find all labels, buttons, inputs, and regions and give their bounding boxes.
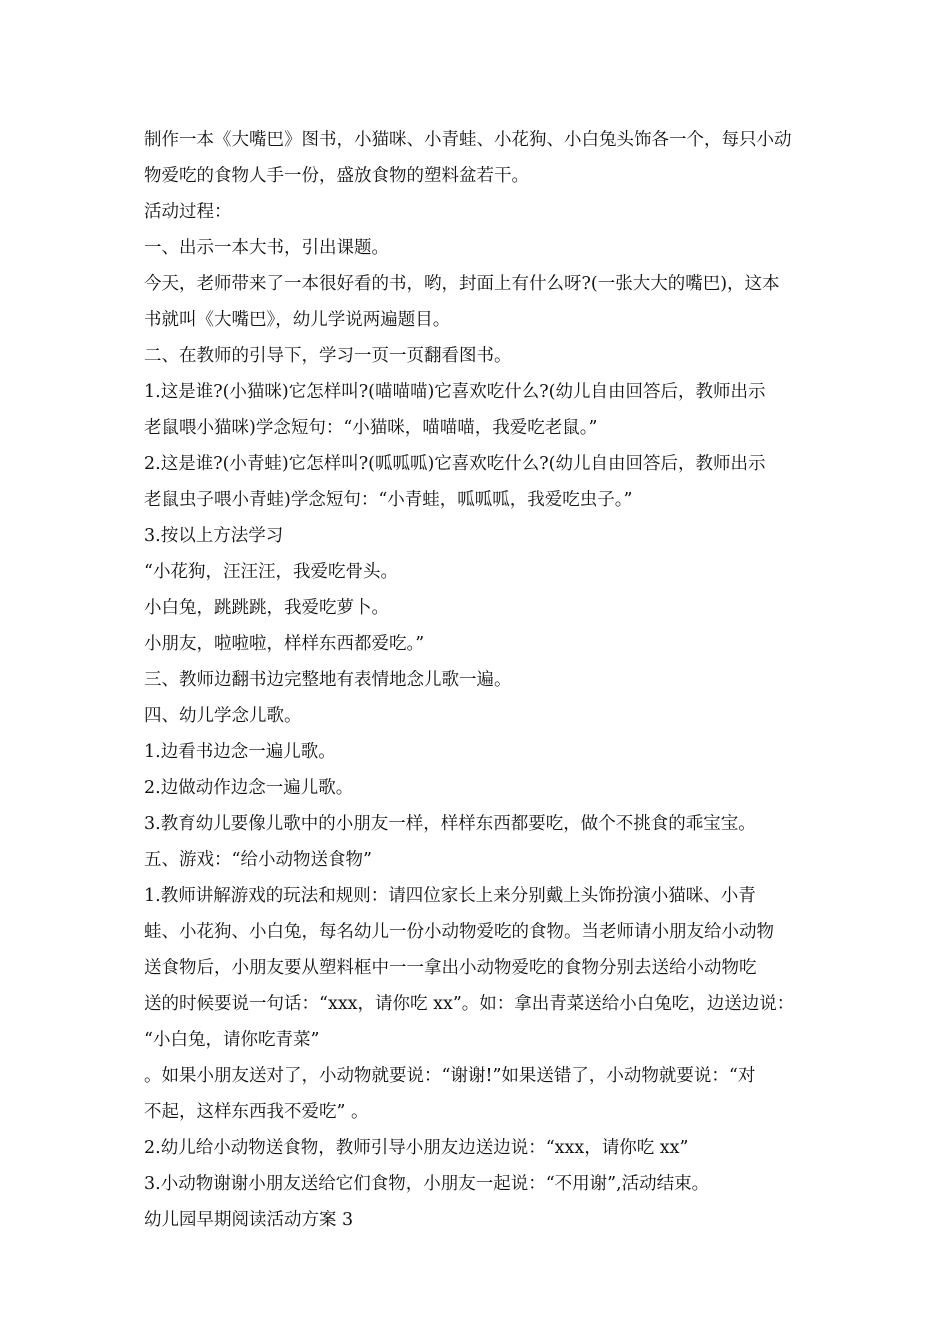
text-line: 物爱吃的食物人手一份，盛放食物的塑料盆若干。 [144,166,529,186]
paragraph-step-1-heading [144,230,814,266]
paragraph-step-3-heading [144,662,814,698]
paragraph-step-4-heading [144,698,814,734]
text-line: 活动过程： [144,202,232,222]
text-line: 书就叫《大嘴巴》，幼儿学说两遍题目。 [144,310,451,330]
text-line: 送的时候要说一句话：“xxx，请你吃 xx”。如：拿出青菜送给小白兔吃，边送边说： [144,994,795,1014]
paragraph-rhyme-1 [144,554,814,590]
text-line: 送食物后，小朋友要从塑料框中一一拿出小动物爱吃的食物分别去送给小动物吃 [144,958,757,978]
text-line: 四、幼儿学念儿歌。 [144,706,302,726]
text-line: 3.按以上方法学习 [144,526,284,546]
text-line: 五、游戏：“给小动物送食物” [144,850,372,870]
text-line: 不起，这样东西我不爱吃” 。 [144,1102,369,1122]
text-line: 幼儿园早期阅读活动方案 3 [144,1210,354,1230]
text-line: 2.边做动作边念一遍儿歌。 [144,778,354,798]
paragraph-step-5-item-1b [144,1058,814,1130]
paragraph-step-2-item-2 [144,446,814,518]
text-line: 1.这是谁?(小猫咪)它怎样叫?(喵喵喵)它喜欢吃什么?(幼儿自由回答后，教师出示 [144,382,766,402]
text-line: 老鼠虫子喂小青蛙)学念短句：“小青蛙，呱呱呱，我爱吃虫子。” [144,490,633,510]
paragraph-process-heading [144,194,814,230]
text-line: 1.教师讲解游戏的玩法和规则：请四位家长上来分别戴上头饰扮演小猫咪、小青 [144,886,756,906]
text-line: 2.幼儿给小动物送食物，教师引导小朋友边送边说：“xxx，请你吃 xx” [144,1138,689,1158]
paragraph-next-plan-title [144,1202,814,1238]
text-line: 老鼠喂小猫咪)学念短句：“小猫咪，喵喵喵，我爱吃老鼠。” [144,418,598,438]
paragraph-step-4-item-3 [144,806,814,842]
paragraph-step-1-text [144,266,814,338]
text-line: 1.边看书边念一遍儿歌。 [144,742,336,762]
text-line: 今天，老师带来了一本很好看的书，哟，封面上有什么呀?(一张大大的嘴巴)，这本 [144,274,780,294]
text-line: 二、在教师的引导下，学习一页一页翻看图书。 [144,346,512,366]
text-line: 小朋友，啦啦啦，样样东西都爱吃。” [144,634,425,654]
paragraph-step-5-item-2 [144,1130,814,1166]
text-line: 。如果小朋友送对了，小动物就要说：“谢谢!”如果送错了，小动物就要说：“对 [144,1066,756,1086]
paragraph-step-2-heading [144,338,814,374]
text-line: 制作一本《大嘴巴》图书，小猫咪、小青蛙、小花狗、小白兔头饰各一个，每只小动 [144,130,792,150]
paragraph-step-5-item-3 [144,1166,814,1202]
text-line: 蛙、小花狗、小白兔，每名幼儿一份小动物爱吃的食物。当老师请小朋友给小动物 [144,922,774,942]
paragraph-step-4-item-2 [144,770,814,806]
paragraph-step-2-item-1 [144,374,814,446]
text-line: 3.教育幼儿要像儿歌中的小朋友一样，样样东西都要吃，做个不挑食的乖宝宝。 [144,814,756,834]
paragraph-step-5-item-1 [144,878,814,1058]
paragraph-rhyme-2 [144,590,814,626]
paragraph-materials [144,122,814,194]
text-line: 2.这是谁?(小青蛙)它怎样叫?(呱呱呱)它喜欢吃什么?(幼儿自由回答后，教师出示 [144,454,766,474]
paragraph-rhyme-3 [144,626,814,662]
paragraph-step-4-item-1 [144,734,814,770]
text-line: 3.小动物谢谢小朋友送给它们食物，小朋友一起说：“不用谢”,活动结束。 [144,1174,710,1194]
paragraph-step-5-heading [144,842,814,878]
paragraph-step-2-item-3 [144,518,814,554]
document-body [144,122,814,1238]
text-line: “小白兔，请你吃青菜” [144,1030,320,1050]
text-line: 三、教师边翻书边完整地有表情地念儿歌一遍。 [144,670,512,690]
text-line: 一、出示一本大书，引出课题。 [144,238,389,258]
text-line: 小白兔，跳跳跳，我爱吃萝卜。 [144,598,389,618]
text-line: “小花狗，汪汪汪，我爱吃骨头。 [144,562,398,582]
